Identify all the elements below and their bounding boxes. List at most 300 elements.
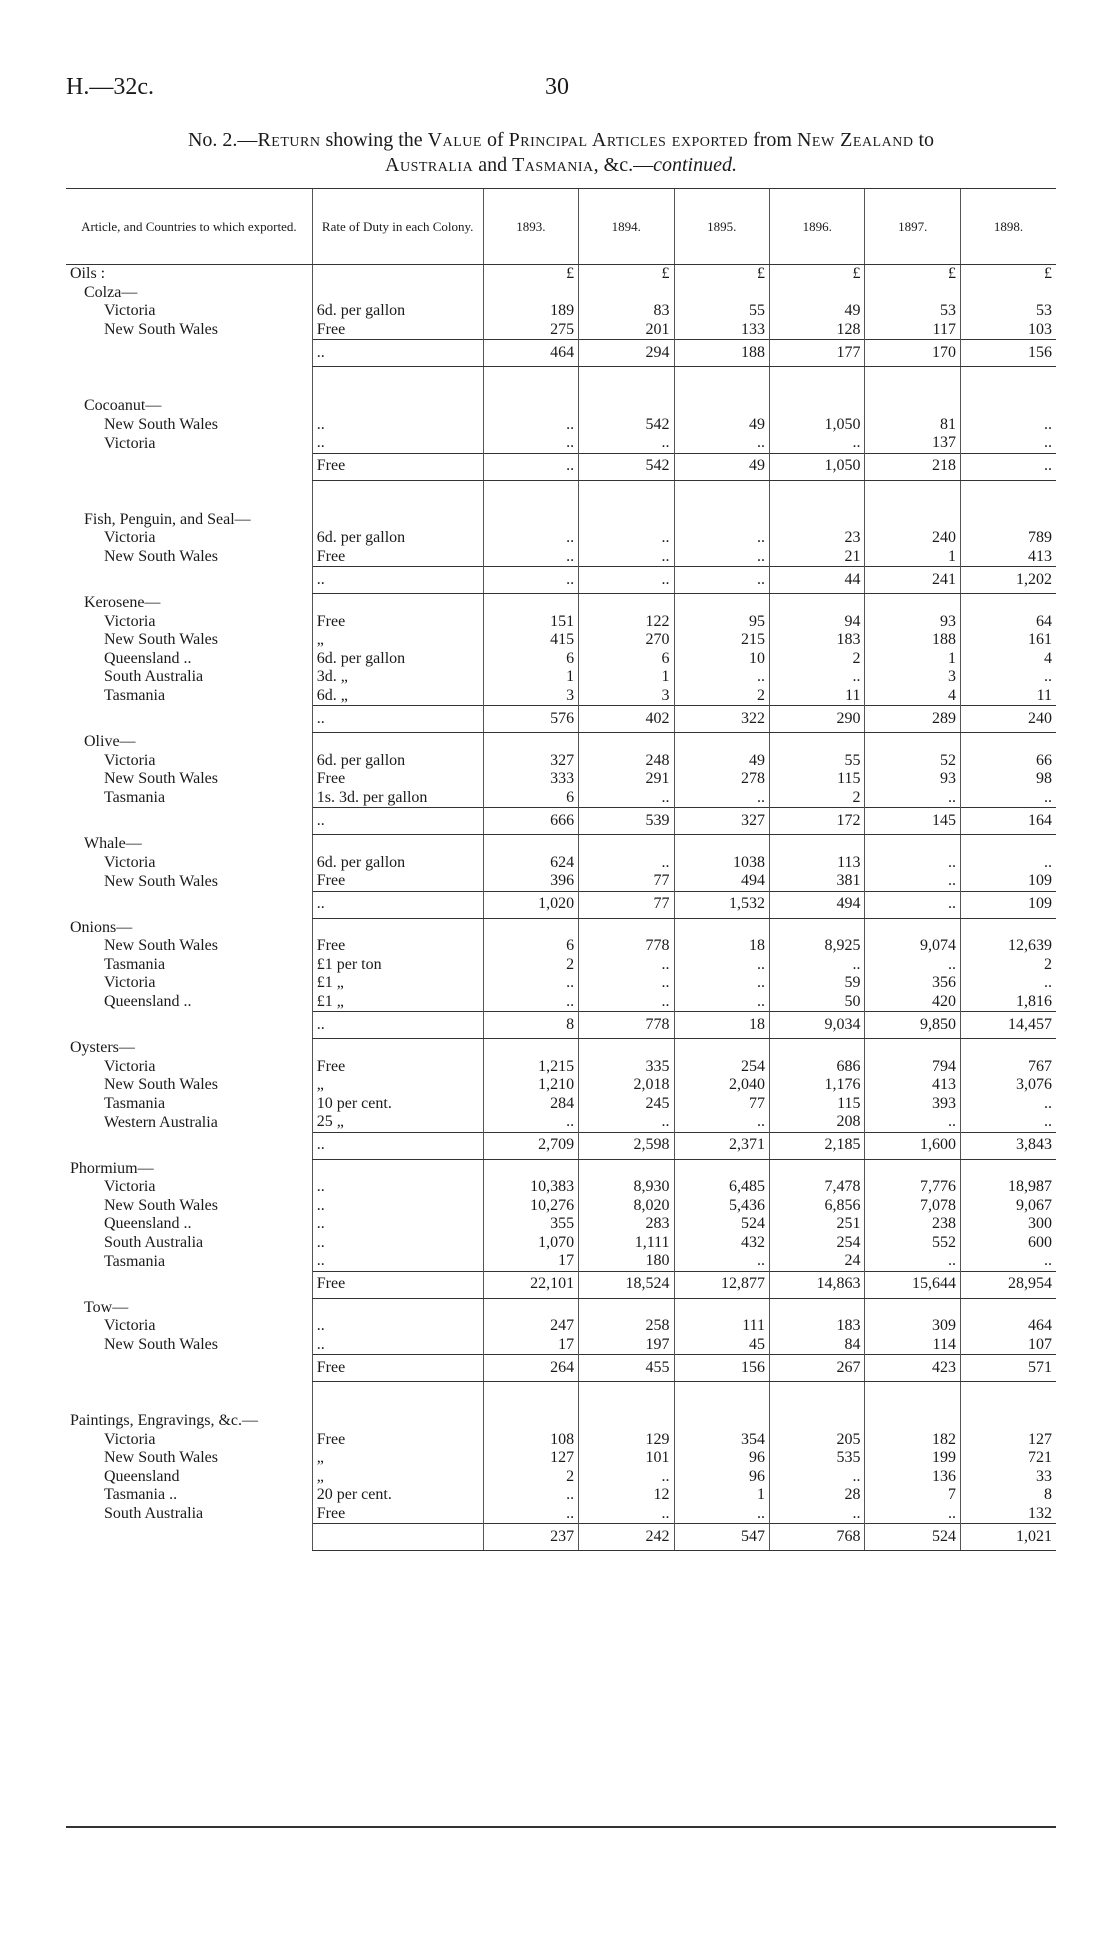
value-cell: 1,050 [770, 416, 865, 435]
value-cell: 77 [579, 872, 674, 891]
value-cell: .. [960, 789, 1056, 808]
value-cell: 524 [674, 1215, 769, 1234]
value-cell: 12 [579, 1486, 674, 1505]
table-row [66, 1113, 1056, 1132]
value-cell: .. [865, 1113, 960, 1132]
value-cell [483, 1412, 578, 1431]
duty-rate [312, 733, 483, 752]
value-cell: 111 [674, 1317, 769, 1336]
table-total-row [66, 1271, 1056, 1298]
value-cell: 300 [960, 1215, 1056, 1234]
total-value: 1,600 [865, 1132, 960, 1159]
value-cell: 1,070 [483, 1234, 578, 1253]
title-part: New Zealand [796, 129, 914, 151]
value-cell: 2 [960, 956, 1056, 975]
country-label: Victoria [104, 1317, 156, 1334]
value-cell: 7,078 [865, 1197, 960, 1216]
table-row [66, 835, 1056, 854]
country-label: Victoria [104, 974, 156, 991]
value-cell: .. [483, 1486, 578, 1505]
total-value: .. [483, 567, 578, 594]
value-cell: 278 [674, 770, 769, 789]
value-cell: 396 [483, 872, 578, 891]
value-cell: 600 [960, 1234, 1056, 1253]
value-cell: 464 [960, 1317, 1056, 1336]
value-cell: 7,776 [865, 1178, 960, 1197]
duty-rate: Free [312, 937, 483, 956]
value-cell: .. [579, 854, 674, 873]
value-cell: 18,987 [960, 1178, 1056, 1197]
table-row [66, 321, 1056, 340]
value-cell [674, 1159, 769, 1178]
value-cell [674, 594, 769, 613]
country-label [66, 1355, 312, 1382]
total-value: 177 [770, 340, 865, 367]
value-cell: 55 [770, 752, 865, 771]
total-value: 778 [579, 1012, 674, 1039]
country-label: Western Australia [104, 1113, 218, 1131]
value-cell: 10,383 [483, 1178, 578, 1197]
value-cell: 23 [770, 529, 865, 548]
value-cell: 6 [483, 650, 578, 669]
value-cell: 114 [865, 1336, 960, 1355]
value-cell: 50 [770, 993, 865, 1012]
table-total-row [66, 567, 1056, 594]
value-cell: 64 [960, 613, 1056, 632]
value-cell: 415 [483, 631, 578, 650]
duty-rate: .. [312, 706, 483, 733]
total-value: 8 [483, 1012, 578, 1039]
value-cell: 291 [579, 770, 674, 789]
value-cell: 1,215 [483, 1058, 578, 1077]
spacer-cell [865, 480, 960, 511]
value-cell: 183 [770, 631, 865, 650]
value-cell: £ [579, 265, 674, 284]
total-value: 44 [770, 567, 865, 594]
value-cell: .. [483, 993, 578, 1012]
value-cell: 113 [770, 854, 865, 873]
duty-rate: .. [312, 434, 483, 453]
value-cell [960, 511, 1056, 530]
value-cell: 3 [483, 687, 578, 706]
country-label [66, 1524, 312, 1551]
table-row [66, 511, 1056, 530]
total-value: 494 [770, 891, 865, 918]
duty-rate: Free [312, 453, 483, 480]
value-cell [579, 1159, 674, 1178]
column-header-year: 1896. [770, 189, 865, 265]
table-row [66, 1431, 1056, 1450]
column-header-year: 1894. [579, 189, 674, 265]
value-cell: 309 [865, 1317, 960, 1336]
value-cell: 10 [674, 650, 769, 669]
table-row [66, 1468, 1056, 1487]
value-cell: 201 [579, 321, 674, 340]
total-value: 1,050 [770, 453, 865, 480]
duty-rate: 6d. „ [312, 687, 483, 706]
total-value: 2,709 [483, 1132, 578, 1159]
value-cell [865, 284, 960, 303]
table-row [66, 687, 1056, 706]
total-value: 109 [960, 891, 1056, 918]
category-label: Paintings, Engravings, &c.— [70, 1412, 258, 1429]
total-value: .. [960, 453, 1056, 480]
country-label [66, 1271, 312, 1298]
country-label [66, 340, 312, 367]
table-row [66, 397, 1056, 416]
total-value: 542 [579, 453, 674, 480]
value-cell: .. [579, 548, 674, 567]
value-cell [865, 835, 960, 854]
total-value: 49 [674, 453, 769, 480]
value-cell: £ [674, 265, 769, 284]
value-cell: .. [483, 1113, 578, 1132]
category-label: Whale— [84, 835, 142, 852]
duty-rate: £1 „ [312, 974, 483, 993]
value-cell [674, 284, 769, 303]
value-cell: 283 [579, 1215, 674, 1234]
value-cell: 199 [865, 1449, 960, 1468]
duty-rate [312, 1159, 483, 1178]
table-row [66, 1449, 1056, 1468]
value-cell: 127 [483, 1449, 578, 1468]
value-cell: 96 [674, 1468, 769, 1487]
value-cell: 2,018 [579, 1076, 674, 1095]
duty-rate: Free [312, 613, 483, 632]
value-cell [960, 918, 1056, 937]
value-cell: .. [483, 1505, 578, 1524]
value-cell: 2,040 [674, 1076, 769, 1095]
duty-rate: .. [312, 416, 483, 435]
value-cell: 240 [865, 529, 960, 548]
table-row [66, 1252, 1056, 1271]
table-total-row [66, 1132, 1056, 1159]
country-label: New South Wales [104, 872, 218, 890]
value-cell [865, 733, 960, 752]
total-value: 290 [770, 706, 865, 733]
table-total-row [66, 1355, 1056, 1382]
table-row [66, 650, 1056, 669]
country-label [66, 453, 312, 480]
value-cell: 4 [865, 687, 960, 706]
value-cell: 183 [770, 1317, 865, 1336]
value-cell: 254 [674, 1058, 769, 1077]
spacer-cell [770, 367, 865, 398]
value-cell: .. [674, 548, 769, 567]
value-cell [770, 594, 865, 613]
spacer-cell [770, 480, 865, 511]
table-total-row [66, 706, 1056, 733]
value-cell: .. [865, 1505, 960, 1524]
total-value: 464 [483, 340, 578, 367]
table-row [66, 480, 1056, 511]
value-cell [865, 1039, 960, 1058]
total-value: .. [579, 567, 674, 594]
country-label: Tasmania [104, 1252, 166, 1270]
table-row [66, 284, 1056, 303]
spacer-cell [66, 480, 312, 511]
spacer-cell [674, 367, 769, 398]
value-cell [483, 1039, 578, 1058]
value-cell: 7 [865, 1486, 960, 1505]
value-cell [579, 835, 674, 854]
table-row [66, 993, 1056, 1012]
total-value: 267 [770, 1355, 865, 1382]
value-cell: .. [579, 529, 674, 548]
value-cell: 49 [674, 752, 769, 771]
total-value: 9,034 [770, 1012, 865, 1039]
table-row [66, 1197, 1056, 1216]
spacer-cell [960, 367, 1056, 398]
table-row [66, 594, 1056, 613]
value-cell: .. [579, 974, 674, 993]
category-label: Colza— [84, 283, 138, 301]
total-value: 423 [865, 1355, 960, 1382]
table-row [66, 1178, 1056, 1197]
value-cell: 33 [960, 1468, 1056, 1487]
value-cell: 11 [960, 687, 1056, 706]
value-cell: 107 [960, 1336, 1056, 1355]
duty-rate [312, 1412, 483, 1431]
total-value: 327 [674, 808, 769, 835]
duty-rate: 25 „ [312, 1113, 483, 1132]
total-value: 164 [960, 808, 1056, 835]
duty-rate: 10 per cent. [312, 1095, 483, 1114]
duty-rate: „ [312, 1076, 483, 1095]
country-label: Tasmania [104, 1094, 166, 1112]
country-label: South Australia [104, 1233, 204, 1251]
table-row [66, 733, 1056, 752]
value-cell: .. [770, 956, 865, 975]
duty-rate: .. [312, 1252, 483, 1271]
value-cell: 8,930 [579, 1178, 674, 1197]
total-value: 539 [579, 808, 674, 835]
table-row [66, 1039, 1056, 1058]
value-cell: 258 [579, 1317, 674, 1336]
value-cell: 767 [960, 1058, 1056, 1077]
duty-rate: Free [312, 872, 483, 891]
value-cell: 55 [674, 302, 769, 321]
category-label: Tow— [84, 1298, 129, 1316]
country-label: New South Wales [104, 1336, 218, 1353]
value-cell: 1,176 [770, 1076, 865, 1095]
country-label: Victoria [104, 751, 156, 769]
duty-rate: Free [312, 1355, 483, 1382]
value-cell: .. [483, 529, 578, 548]
table-row [66, 548, 1056, 567]
value-cell [770, 1159, 865, 1178]
total-value: 289 [865, 706, 960, 733]
value-cell: 789 [960, 529, 1056, 548]
value-cell: 108 [483, 1431, 578, 1450]
table-row [66, 854, 1056, 873]
value-cell: 1 [483, 668, 578, 687]
total-value: 768 [770, 1524, 865, 1551]
value-cell: 4 [960, 650, 1056, 669]
value-cell: 7,478 [770, 1178, 865, 1197]
table-row [66, 416, 1056, 435]
value-cell: 393 [865, 1095, 960, 1114]
value-cell: 3,076 [960, 1076, 1056, 1095]
value-cell: 136 [865, 1468, 960, 1487]
column-header-rate: Rate of Duty in each Colony. [312, 189, 483, 265]
spacer-cell [770, 1382, 865, 1413]
total-value: 241 [865, 567, 960, 594]
value-cell: .. [483, 974, 578, 993]
duty-rate [312, 594, 483, 613]
duty-rate: .. [312, 1012, 483, 1039]
value-cell: 254 [770, 1234, 865, 1253]
category-label: Oils : [70, 265, 106, 282]
value-cell: 161 [960, 631, 1056, 650]
duty-rate: .. [312, 1197, 483, 1216]
total-value: 14,863 [770, 1271, 865, 1298]
table-total-row [66, 453, 1056, 480]
table-row [66, 1486, 1056, 1505]
value-cell: 128 [770, 321, 865, 340]
value-cell: 28 [770, 1486, 865, 1505]
duty-rate [312, 284, 483, 303]
value-cell: 5,436 [674, 1197, 769, 1216]
duty-rate: 6d. per gallon [312, 302, 483, 321]
title-part: to [913, 129, 935, 151]
value-cell: 11 [770, 687, 865, 706]
duty-rate: 6d. per gallon [312, 529, 483, 548]
table-row [66, 1298, 1056, 1317]
value-cell: 247 [483, 1317, 578, 1336]
duty-rate [312, 1039, 483, 1058]
value-cell: 45 [674, 1336, 769, 1355]
total-value: 240 [960, 706, 1056, 733]
country-label: New South Wales [104, 1449, 218, 1466]
total-value: 322 [674, 706, 769, 733]
value-cell: 93 [865, 613, 960, 632]
value-cell [960, 1298, 1056, 1317]
category-label: Cocoanut— [84, 397, 162, 414]
value-cell: £ [865, 265, 960, 284]
spacer-cell [483, 367, 578, 398]
table-row [66, 789, 1056, 808]
value-cell: 77 [674, 1095, 769, 1114]
country-label: Queensland .. [104, 1215, 192, 1232]
country-label: Victoria [104, 302, 156, 319]
total-value: 1,021 [960, 1524, 1056, 1551]
total-value: 2,185 [770, 1132, 865, 1159]
table-row [66, 613, 1056, 632]
country-label: New South Wales [104, 937, 218, 954]
table-row [66, 974, 1056, 993]
duty-rate [312, 1524, 483, 1551]
total-value: 576 [483, 706, 578, 733]
value-cell [483, 835, 578, 854]
value-cell: .. [770, 668, 865, 687]
duty-rate: .. [312, 1132, 483, 1159]
country-label [66, 808, 312, 835]
duty-rate: Free [312, 1505, 483, 1524]
value-cell [960, 835, 1056, 854]
country-label: Queensland .. [104, 993, 192, 1010]
total-value: 2,598 [579, 1132, 674, 1159]
title-part: from [748, 129, 797, 151]
country-label: Victoria [104, 1057, 156, 1075]
column-header-year: 1897. [865, 189, 960, 265]
duty-rate [312, 918, 483, 937]
value-cell [674, 1039, 769, 1058]
value-cell: 335 [579, 1058, 674, 1077]
title-part: continued. [653, 154, 737, 176]
value-cell [770, 397, 865, 416]
value-cell: 6,485 [674, 1178, 769, 1197]
value-cell [674, 397, 769, 416]
value-cell: 1,111 [579, 1234, 674, 1253]
total-value: 18,524 [579, 1271, 674, 1298]
total-value: 237 [483, 1524, 578, 1551]
value-cell: .. [960, 1252, 1056, 1271]
value-cell: 197 [579, 1336, 674, 1355]
duty-rate: Free [312, 548, 483, 567]
title-part: showing the [320, 129, 428, 151]
country-label: South Australia [104, 668, 204, 685]
value-cell: 215 [674, 631, 769, 650]
spacer-cell [312, 1382, 483, 1413]
country-label: Tasmania .. [104, 1486, 178, 1503]
value-cell: 8 [960, 1486, 1056, 1505]
table-row [66, 1159, 1056, 1178]
country-label: New South Wales [104, 770, 218, 787]
value-cell: 180 [579, 1252, 674, 1271]
total-value: .. [674, 567, 769, 594]
country-label [66, 567, 312, 594]
value-cell [674, 835, 769, 854]
duty-rate: 20 per cent. [312, 1486, 483, 1505]
value-cell: .. [770, 1505, 865, 1524]
total-value: 9,850 [865, 1012, 960, 1039]
value-cell: 205 [770, 1431, 865, 1450]
value-cell: .. [960, 1113, 1056, 1132]
table-row [66, 367, 1056, 398]
category-label: Onions— [70, 918, 133, 936]
value-cell: 1 [579, 668, 674, 687]
document-title [66, 128, 1056, 178]
country-label: Victoria [104, 1178, 156, 1195]
bottom-rule [66, 1826, 1056, 1828]
table-total-row [66, 1524, 1056, 1551]
table-total-row [66, 808, 1056, 835]
value-cell: .. [483, 548, 578, 567]
value-cell: 686 [770, 1058, 865, 1077]
value-cell: .. [960, 1095, 1056, 1114]
value-cell: 624 [483, 854, 578, 873]
value-cell: 552 [865, 1234, 960, 1253]
table-row [66, 770, 1056, 789]
value-cell [770, 918, 865, 937]
title-part: Tasmania [512, 154, 594, 176]
duty-rate [312, 397, 483, 416]
value-cell: .. [865, 956, 960, 975]
value-cell: 1,210 [483, 1076, 578, 1095]
value-cell [483, 594, 578, 613]
value-cell: .. [770, 1468, 865, 1487]
duty-rate: „ [312, 1468, 483, 1487]
value-cell: 115 [770, 1095, 865, 1114]
value-cell: 182 [865, 1431, 960, 1450]
value-cell: 248 [579, 752, 674, 771]
table-row [66, 937, 1056, 956]
value-cell: 189 [483, 302, 578, 321]
value-cell: 2 [483, 1468, 578, 1487]
total-value: 156 [960, 340, 1056, 367]
total-value: 1,202 [960, 567, 1056, 594]
